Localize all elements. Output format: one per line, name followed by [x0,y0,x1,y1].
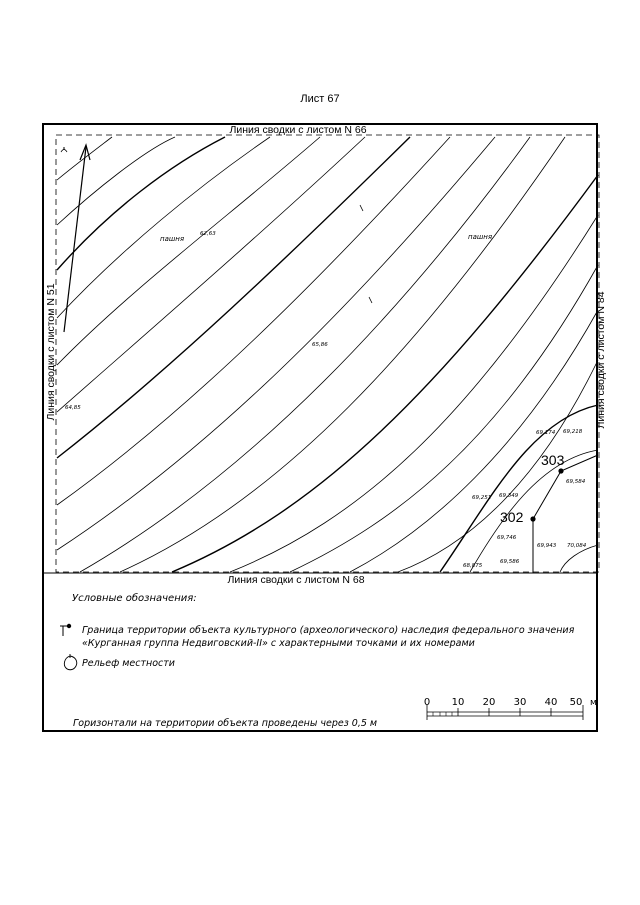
elevation-mark: 62,63 [200,231,216,237]
contour-lines [57,137,598,572]
elevation-mark: 68,875 [463,563,483,569]
scale-unit: м [590,698,597,708]
scale-tick: 20 [482,697,496,708]
elevation-mark: 69,943 [537,543,557,549]
scale-tick: 50 [569,697,583,708]
map-dashed-border [56,135,599,572]
elevation-mark: 69,746 [497,535,517,541]
edge-label-right: Линия сводки с листом N 84 [595,291,607,429]
land-label: пашня [468,233,493,241]
legend-relief: Рельеф местности [82,658,175,669]
heritage-boundary [530,455,598,573]
point-number-302: 302 [500,509,524,525]
legend-boundary-line2: «Курганная группа Недвиговский-II» с характерными точками и их номерами [82,638,475,649]
sheet-title: Лист 67 [300,93,340,105]
land-label: пашня [160,235,185,243]
contour-note: Горизонтали на территории объекта проведены через 0,5 м [73,718,378,729]
scale-tick: 0 [423,697,431,708]
elevation-mark: 69,586 [500,559,520,565]
elevation-mark: 69,349 [499,493,519,499]
relief-icon [64,654,76,670]
elevation-mark: 64,85 [65,405,81,411]
scale-bar [424,697,597,720]
edge-label-bottom: Линия сводки с листом N 68 [227,574,365,586]
edge-label-left: Линия сводки с листом N 51 [45,283,57,421]
elevation-mark: 65,86 [312,342,328,348]
elevation-mark: 69,584 [566,479,586,485]
legend-boundary-line1: Граница территории объекта культурного (археологического) наследия федерального значения [82,625,575,636]
elevation-mark: 69,218 [563,429,583,435]
scale-tick: 10 [451,697,465,708]
scale-tick: 30 [513,697,527,708]
boundary-point-302 [530,516,535,521]
elevation-mark: 69,174 [536,430,556,436]
scale-tick: 40 [544,697,558,708]
boundary-legend-icon [60,624,71,636]
edge-label-top: Линия сводки с листом N 66 [229,124,367,136]
point-number-303: 303 [541,452,565,468]
elevation-mark: 69,251 [472,495,492,501]
boundary-point-303 [558,468,563,473]
elevation-mark: 70,084 [567,543,587,549]
legend-title: Условные обозначения: [72,593,197,604]
